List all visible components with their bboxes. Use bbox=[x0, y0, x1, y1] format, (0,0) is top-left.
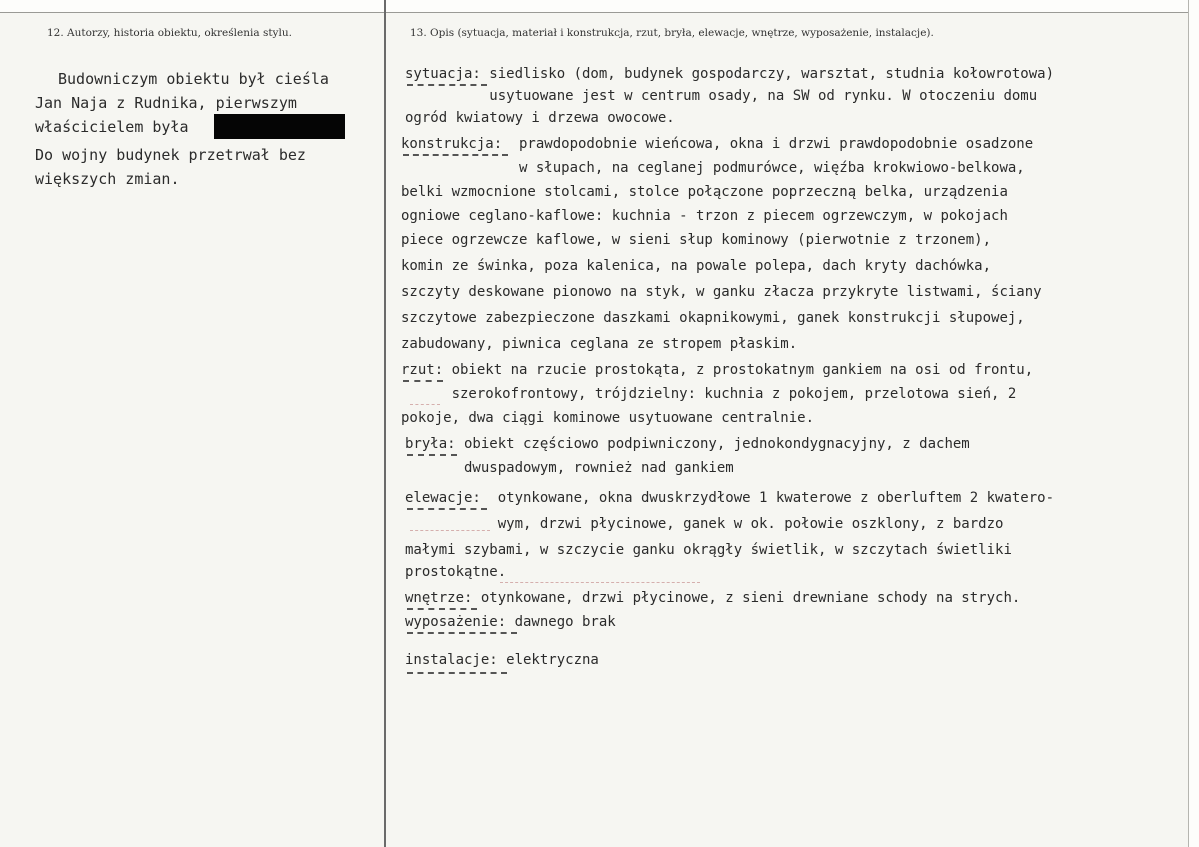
desc-line: konstrukcja: prawdopodobnie wieńcowa, okna i drzwi prawdopodobnie osadzone bbox=[401, 136, 1034, 152]
desc-line: ogniowe ceglano-kaflowe: kuchnia - trzon z piecem ogrzewczym, w pokojach bbox=[401, 208, 1008, 224]
scan-right-edge bbox=[1188, 0, 1199, 847]
desc-line: zabudowany, piwnica ceglana ze stropem płaskim. bbox=[401, 336, 798, 352]
desc-line: wnętrze: otynkowane, drzwi płycinowe, z sieni drewniane schody na strych. bbox=[405, 590, 1021, 606]
scan-top-edge bbox=[0, 0, 1199, 13]
desc-line: instalacje: elektryczna bbox=[405, 652, 599, 668]
desc-line: piece ogrzewcze kaflowe, w sieni słup kominowy (pierwotnie z trzonem), bbox=[401, 232, 992, 248]
left-line: właścicielem była bbox=[35, 118, 189, 136]
column-divider bbox=[384, 0, 386, 847]
faint-mark bbox=[500, 582, 700, 583]
left-line: Budowniczym obiektu był cieśla bbox=[58, 70, 329, 88]
heading-underline bbox=[407, 608, 477, 610]
desc-line: w słupach, na ceglanej podmurówce, więźba krokwiowo-belkowa, bbox=[401, 160, 1025, 176]
left-line: większych zmian. bbox=[35, 170, 180, 188]
section-12-header: 12. Autorzy, historia obiektu, określenia stylu. bbox=[47, 27, 292, 39]
desc-line: szczyty deskowane pionowo na styk, w ganku złacza przykryte listwami, ściany bbox=[401, 284, 1042, 300]
heading-underline bbox=[407, 672, 507, 674]
heading-underline bbox=[403, 154, 508, 156]
heading-underline bbox=[407, 632, 517, 634]
desc-line: usytuowane jest w centrum osady, na SW od rynku. W otoczeniu domu bbox=[405, 88, 1038, 104]
desc-line: wym, drzwi płycinowe, ganek w ok. połowie oszklony, z bardzo bbox=[405, 516, 1004, 532]
desc-line: pokoje, dwa ciągi kominowe usytuowane centralnie. bbox=[401, 410, 815, 426]
left-line: Jan Naja z Rudnika, pierwszym bbox=[35, 94, 297, 112]
desc-line: szczytowe zabezpieczone daszkami okapnikowymi, ganek konstrukcji słupowej, bbox=[401, 310, 1025, 326]
desc-line: sytuacja: siedlisko (dom, budynek gospodarczy, warsztat, studnia kołowrotowa) bbox=[405, 66, 1055, 82]
desc-line: komin ze świnka, poza kalenica, na powale polepa, dach kryty dachówka, bbox=[401, 258, 992, 274]
left-line: Do wojny budynek przetrwał bez bbox=[35, 146, 306, 164]
desc-line: belki wzmocnione stolcami, stolce połączone poprzeczną belka, urządzenia bbox=[401, 184, 1008, 200]
heading-underline bbox=[407, 84, 487, 86]
heading-underline bbox=[407, 454, 457, 456]
faint-mark bbox=[410, 530, 490, 531]
desc-line: bryła: obiekt częściowo podpiwniczony, jednokondygnacyjny, z dachem bbox=[405, 436, 970, 452]
desc-line: wyposażenie: dawnego brak bbox=[405, 614, 616, 630]
heading-underline bbox=[403, 380, 443, 382]
desc-line: rzut: obiekt na rzucie prostokąta, z prostokatnym gankiem na osi od frontu, bbox=[401, 362, 1034, 378]
desc-line: ogród kwiatowy i drzewa owocowe. bbox=[405, 110, 675, 126]
section-13-header: 13. Opis (sytuacja, materiał i konstrukcja, rzut, bryła, elewacje, wnętrze, wyposażenie, instalacje). bbox=[410, 27, 934, 39]
desc-line: elewacje: otynkowane, okna dwuskrzydłowe 1 kwaterowe z oberluftem 2 kwatero- bbox=[405, 490, 1055, 506]
desc-line: dwuspadowym, rownież nad gankiem bbox=[405, 460, 734, 476]
desc-line: prostokątne. bbox=[405, 564, 507, 580]
redaction-block bbox=[214, 114, 345, 139]
heading-underline bbox=[407, 508, 487, 510]
desc-line: szerokofrontowy, trójdzielny: kuchnia z pokojem, przelotowa sień, 2 bbox=[401, 386, 1017, 402]
desc-line: małymi szybami, w szczycie ganku okrągły świetlik, w szczytach świetliki bbox=[405, 542, 1012, 558]
faint-mark bbox=[410, 404, 440, 405]
